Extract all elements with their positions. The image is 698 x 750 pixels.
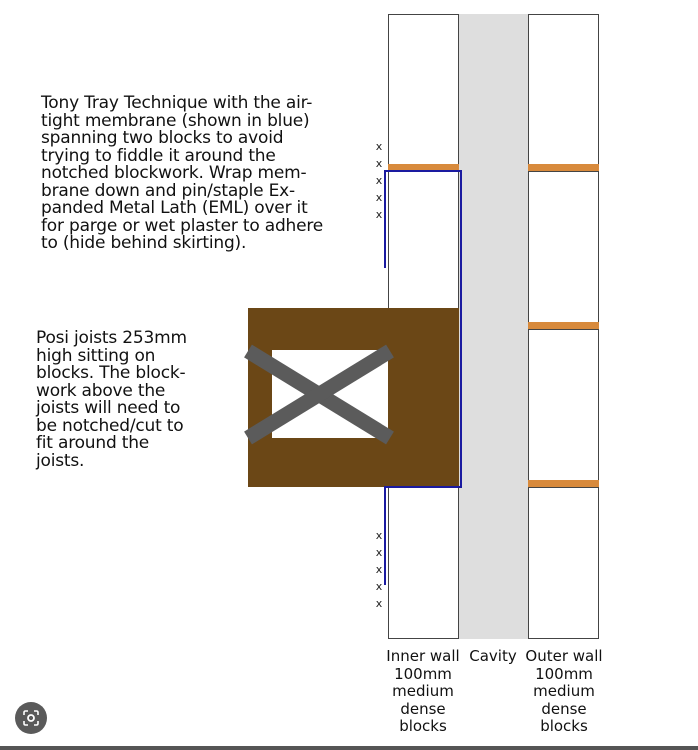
bottom-edge-bar — [0, 746, 698, 750]
joist-caption: Posi joists 253mm high sitting on blocks. The block- work above the joists will need to be notched/cut to fit around the joists. — [36, 328, 187, 471]
staple-mark: x — [375, 546, 383, 559]
inner-wall-label: Inner wall 100mm medium dense blocks — [386, 647, 460, 735]
lens-glyph-icon — [22, 709, 40, 727]
tray-technique-caption: Tony Tray Technique with the air- tight membrane (shown in blue) spanning two blocks to avoid trying to fiddle it around the notched blockwork. Wrap mem- brane down and pin/staple Ex- panded Metal Lath (EML) over it for parge or wet plaster to adhere to (hide behind skirting). — [41, 93, 324, 253]
staple-mark: x — [375, 157, 383, 170]
staple-mark: x — [375, 580, 383, 593]
lens-search-icon[interactable] — [15, 702, 47, 734]
cavity-label: Cavity — [469, 647, 517, 665]
airtight-membrane-upper — [385, 171, 461, 308]
outer-wall-label: Outer wall 100mm medium dense blocks — [525, 647, 603, 735]
staple-mark: x — [375, 208, 383, 221]
staple-mark: x — [375, 529, 383, 542]
staple-mark: x — [375, 174, 383, 187]
staple-mark: x — [375, 191, 383, 204]
staple-mark: x — [375, 140, 383, 153]
staple-mark: x — [375, 597, 383, 610]
staple-mark: x — [375, 563, 383, 576]
